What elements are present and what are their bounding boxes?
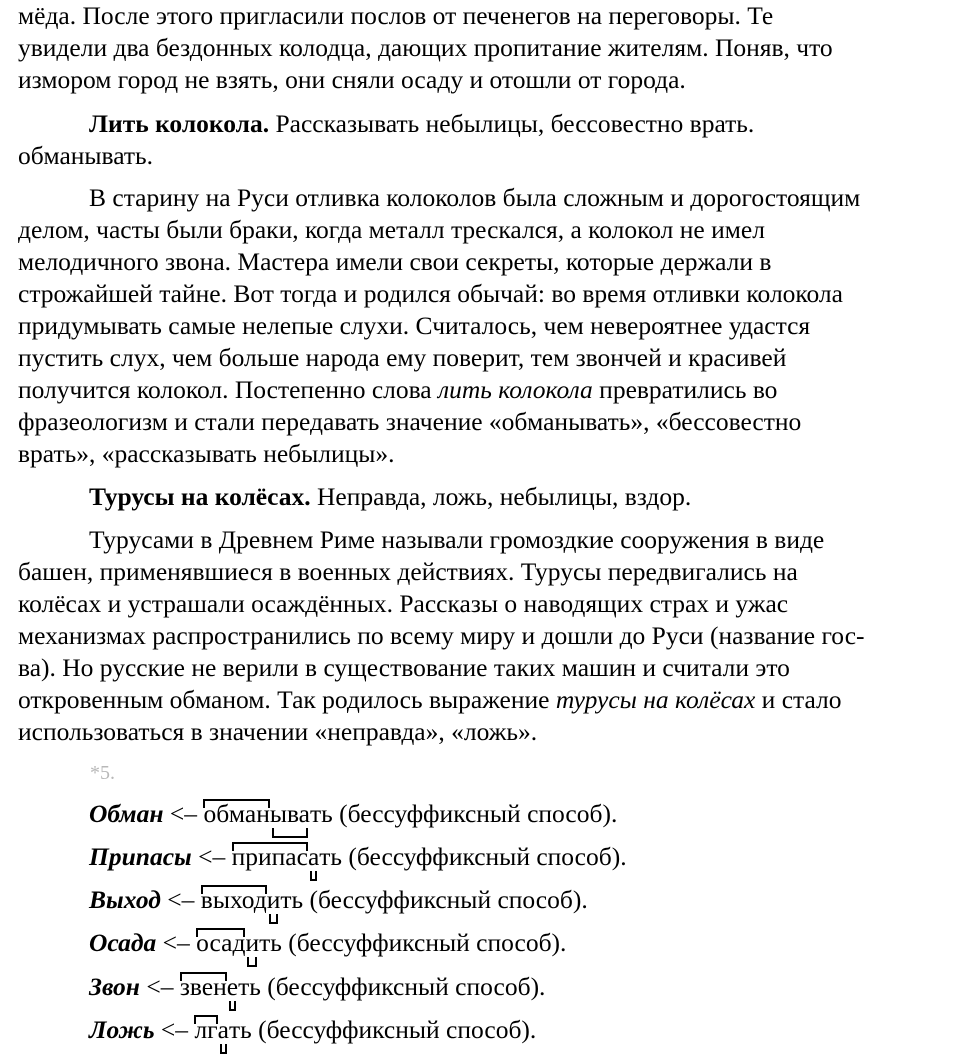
root-morpheme: осад: [196, 926, 245, 960]
word-rest: ть: [280, 885, 304, 914]
word-formation-entry: [89, 970, 545, 1004]
suffix-morpheme: ыва: [270, 797, 310, 831]
text-line: Турусами в Древнем Риме называли громоздкие сооружения в виде: [89, 525, 825, 554]
suffix-morpheme: и: [245, 926, 259, 960]
word-formation-entry: [89, 1013, 536, 1047]
suffix-morpheme: и: [267, 883, 281, 917]
root-morpheme: припас: [232, 840, 308, 874]
text-segment: и стало: [755, 685, 842, 714]
italic-phrase: лить колокола: [438, 375, 593, 404]
text-line: В старину на Руси отливка колоколов была сложным и дорогостоящим: [89, 183, 861, 212]
text-line: измором город не взять, они сняли осаду и отошли от города.: [18, 65, 686, 94]
method-note: (бессуффиксный способ).: [303, 885, 588, 914]
method-note: (бессуффиксный способ).: [260, 972, 546, 1001]
text-line: увидели два бездонных колодца, дающих пропитание жителям. Поняв, что: [18, 33, 833, 62]
derived-word: Обман: [89, 799, 164, 828]
text-line: пустить слух, чем больше народа ему поверит, тем звончей и красивей: [18, 343, 787, 372]
word-rest: ть: [228, 1015, 252, 1044]
text-line: механизмах распространились по всему миру и дошли до Руси (название гос-: [18, 621, 865, 650]
method-note: (бессуффиксный способ).: [342, 842, 627, 871]
text-line: [18, 374, 777, 406]
idiom-heading: [89, 481, 691, 513]
derived-word: Припасы: [89, 842, 192, 871]
word-formation-entry: [89, 797, 617, 831]
root-morpheme: лг: [194, 1013, 217, 1047]
word-formation-entry: [89, 883, 588, 917]
suffix-morpheme: а: [218, 1013, 229, 1047]
text-line: мелодичного звона. Мастера имели свои секреты, которые держали в: [18, 247, 772, 276]
word-formation-entry: [89, 926, 566, 960]
text-line: врать», «рассказывать небылицы».: [18, 439, 395, 468]
root-morpheme: звен: [180, 970, 227, 1004]
text-line: использоваться в значении «неправда», «ложь».: [18, 717, 538, 746]
method-note: (бессуффиксный способ).: [251, 1015, 537, 1044]
text-line: ва). Но русские не верили в существование таких машин и считали это: [18, 653, 790, 682]
text-segment: откровенным обманом. Так родилось выражение: [18, 685, 556, 714]
arrow: <–: [163, 799, 204, 828]
idiom-definition: Неправда, ложь, небылицы, вздор.: [310, 482, 692, 511]
derived-word: Звон: [89, 972, 140, 1001]
text-line: фразеологизм и стали передавать значение «обманывать», «бессовестно: [18, 407, 802, 436]
suffix-morpheme: а: [308, 840, 319, 874]
word-rest: ть: [238, 972, 261, 1001]
arrow: <–: [154, 1015, 195, 1044]
text-line: придумывать самые нелепые слухи. Считалось, чем невероятнее удастся: [18, 311, 811, 340]
text-line: башен, применявшиеся в военных действиях. Турусы передвигались на: [18, 557, 798, 586]
word-formation-entry: [89, 840, 627, 874]
derived-word: Осада: [89, 928, 157, 957]
idiom-term: Лить колокола.: [89, 109, 270, 138]
text-line: [18, 684, 841, 716]
arrow: <–: [139, 972, 180, 1001]
task-number: *5.: [90, 762, 115, 784]
text-line: колёсах и устрашали осаждённых. Рассказы о наводящих страх и ужас: [18, 589, 789, 618]
arrow: <–: [156, 928, 197, 957]
text-line: мёда. После этого пригласили послов от печенегов на переговоры. Те: [18, 1, 774, 30]
italic-phrase: турусы на колёсах: [555, 685, 756, 714]
idiom-term: Турусы на колёсах.: [89, 482, 311, 511]
method-note: (бессуффиксный способ).: [281, 928, 567, 957]
suffix-morpheme: е: [227, 970, 238, 1004]
idiom-heading: [89, 108, 754, 140]
derived-word: Выход: [89, 885, 161, 914]
text-line: обманывать.: [18, 141, 154, 170]
arrow: <–: [191, 842, 232, 871]
root-morpheme: обман: [203, 797, 269, 831]
text-line: строжайшей тайне. Вот тогда и родился обычай: во время отливки колокола: [18, 279, 843, 308]
word-rest: ть: [319, 842, 343, 871]
idiom-definition: Рассказывать небылицы, бессовестно врать.: [269, 109, 755, 138]
text-segment: превратились во: [592, 375, 778, 404]
method-note: (бессуффиксный способ).: [332, 799, 618, 828]
text-segment: получится колокол. Постепенно слова: [18, 375, 439, 404]
derived-word: Ложь: [89, 1015, 155, 1044]
word-rest: ть: [310, 799, 333, 828]
word-rest: ть: [259, 928, 282, 957]
arrow: <–: [160, 885, 201, 914]
root-morpheme: выход: [201, 883, 267, 917]
text-line: делом, часты были браки, когда металл трескался, а колокол не имел: [18, 215, 765, 244]
